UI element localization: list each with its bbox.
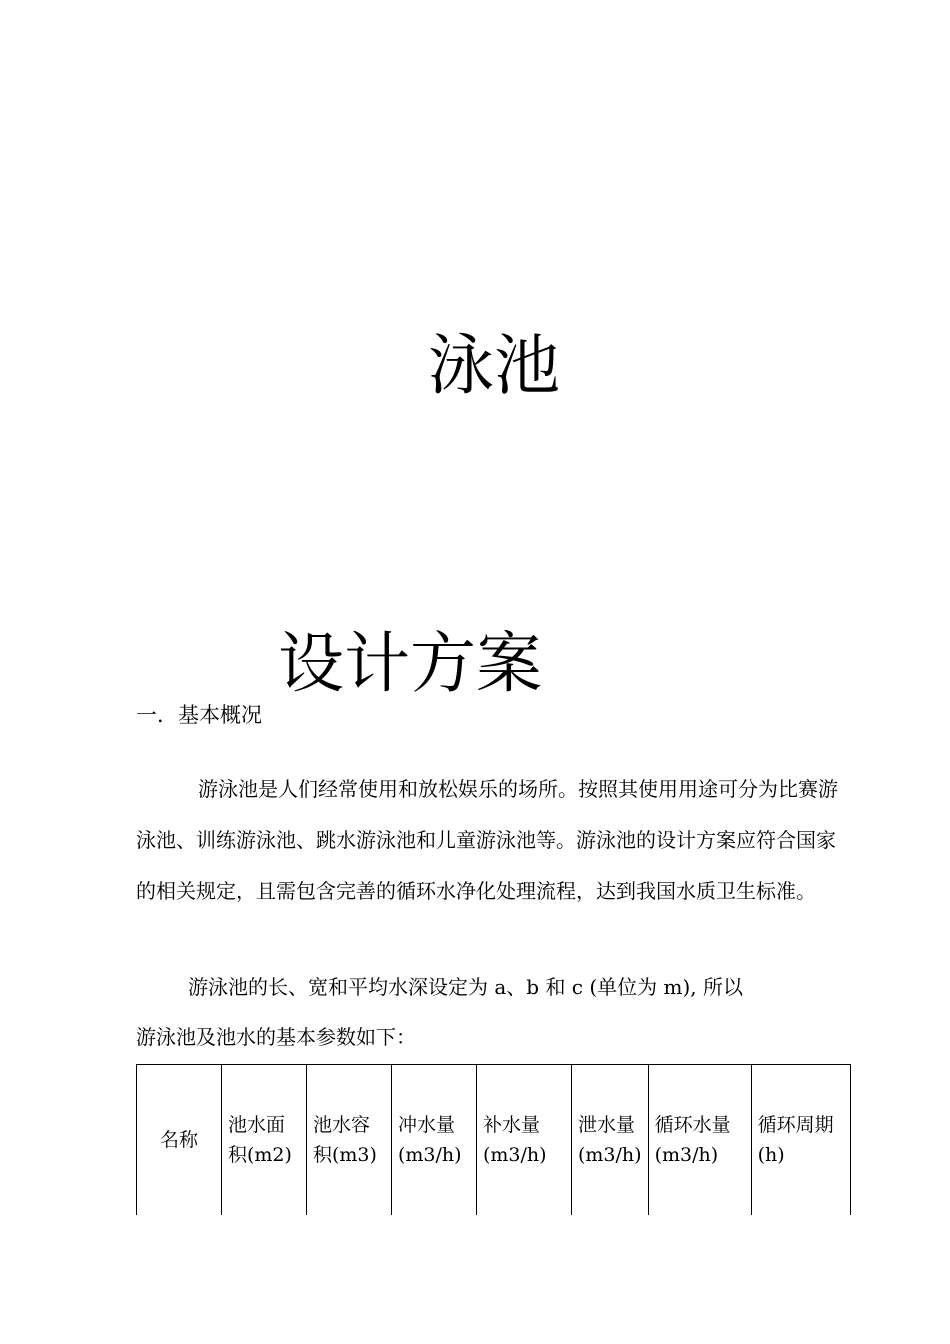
table-header-cell: 池水面积(m2) xyxy=(222,1065,307,1216)
table-header-cell: 补水量(m3/h) xyxy=(477,1065,572,1216)
paragraph-intro: 游泳池是人们经常使用和放松娱乐的场所。按照其使用用途可分为比赛游泳池、训练游泳池、跳水游泳池和儿童游泳池等。游泳池的设计方案应符合国家的相关规定，且需包含完善的循环水净化处理流程，达到我国水质卫生标准。 xyxy=(136,777,838,903)
table-header-cell: 名称 xyxy=(137,1065,222,1216)
paragraph-params-line1: 游泳池的长、宽和平均水深设定为 a、b 和 c (单位为 m), 所以 xyxy=(188,975,743,999)
table-header-cell: 冲水量(m3/h) xyxy=(392,1065,477,1216)
table-header-cell: 泄水量(m3/h) xyxy=(572,1065,649,1216)
table-header-cell: 池水容积(m3) xyxy=(307,1065,392,1216)
pool-parameter-table xyxy=(136,1064,851,1215)
document-title-line2: 设计方案 xyxy=(278,625,542,702)
table-header-cell: 循环水量(m3/h) xyxy=(648,1065,751,1216)
paragraph-params-line2: 游泳池及池水的基本参数如下： xyxy=(136,1025,416,1049)
section-heading: 一．基本概况 xyxy=(136,703,262,727)
table-header-cell: 循环周期(h) xyxy=(751,1065,850,1216)
table-header-row xyxy=(137,1065,851,1216)
document-title-line1: 泳池 xyxy=(428,327,560,404)
